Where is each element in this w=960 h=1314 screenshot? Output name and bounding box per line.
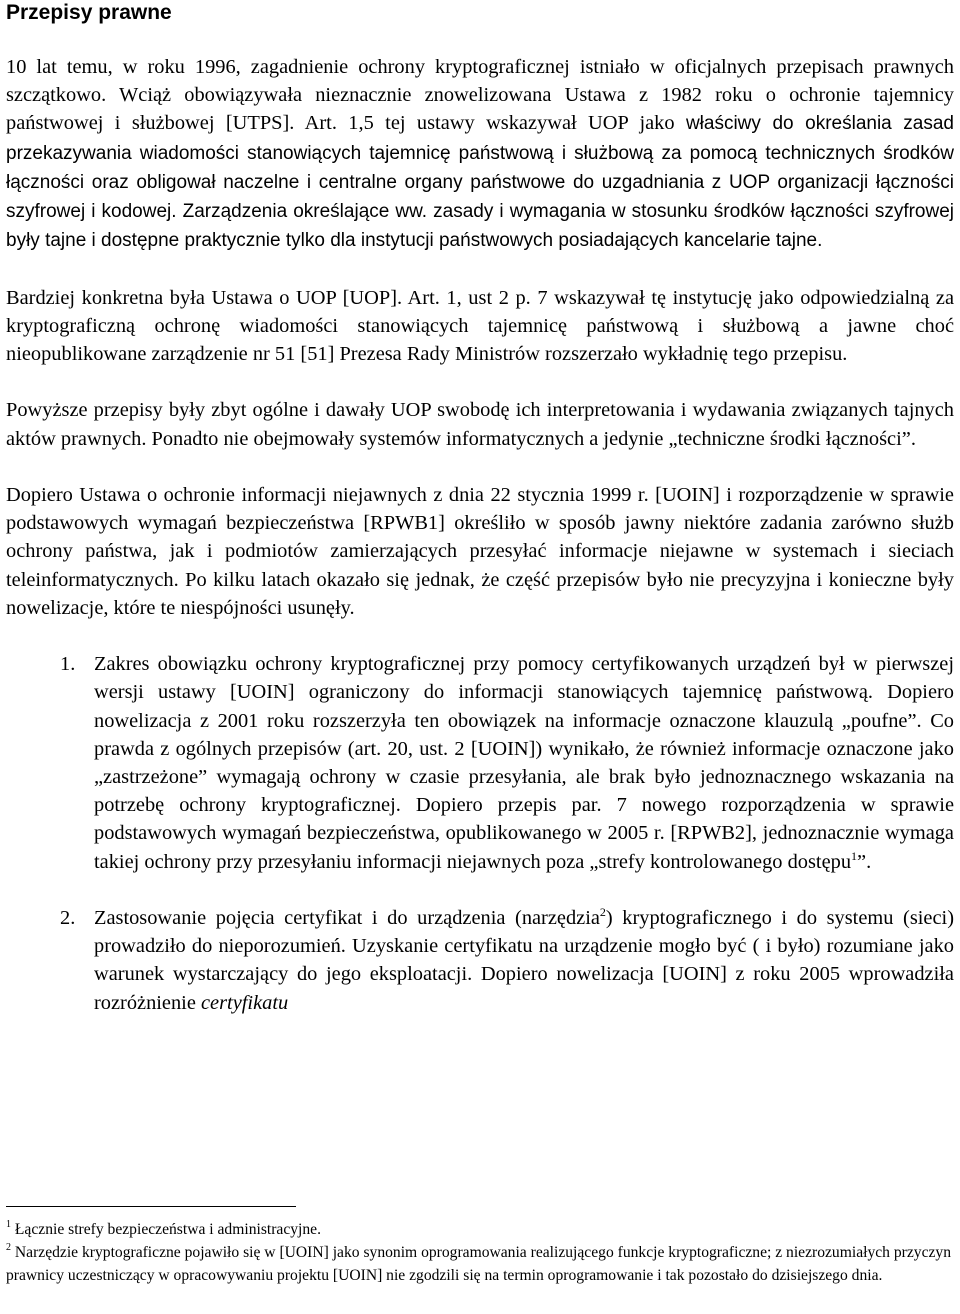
paragraph-2: Bardziej konkretna była Ustawa o UOP [UOP]. Art. 1, ust 2 p. 7 wskazywał tę instytucję jako odpowiedzialną za kryptograficzną ochronę wiadomości stanowiących tajemnicę państwową i służbową a jawne choć nieopublikowane zarządzenie nr 51 [51] Prezesa Rady Ministrów rozszerzało wykładnię tego przepisu. (6, 286, 954, 366)
document-body (6, 53, 954, 1045)
footnote-mark: 2 (6, 1242, 11, 1253)
list-item-text: Zakres obowiązku ochrony kryptograficznej przy pomocy certyfikowanych urządzeń był w pierwszej wersji ustawy [UOIN] ograniczony do informacji stanowiących tajemnicę państwową. Dopiero nowelizacja z 2001 roku rozszerzyła ten obowiązek na informacje oznaczone klauzulą „poufne”. Co prawda z ogólnych przepisów (art. 20, ust. 2 [UOIN]) wynikało, że również informacje oznaczone jako „zastrzeżone” wymagają ochrony w czasie przesyłania, ale brak było jednoznacznego wskazania na potrzebę ochrony kryptograficznej. Dopiero przepis par. 7 nowego rozporządzenia w sprawie podstawowych wymagań bezpieczeństwa, opublikowanego w 2005 r. [RPWB2], jednoznacznie wymaga takiej ochrony przy przesyłaniu informacji niejawnych poza „strefy kontrolowanego dostępu (94, 653, 954, 873)
paragraph-1-part-b: właściwy do określania zasad przekazywania wiadomości stanowiących tajemnicę państwową i służbową za pomocą technicznych środków łączności oraz obligował naczelne i centralne organy państwowe do uzgadniania z UOP organizacji łączności szyfrowej i kodowej. Zarządzenia określające ww. zasady i wymagania w stosunku środków łączności szyfrowej były tajne i dostępne praktycznie tylko dla instytucji państwowych posiadających kancelarie tajne. (6, 113, 954, 252)
list-item-number: 1. (60, 653, 76, 676)
footnote-reference[interactable]: 1 (851, 848, 858, 863)
footnote (6, 1218, 954, 1241)
paragraph-1 (6, 53, 954, 255)
paragraph-4: Dopiero Ustawa o ochronie informacji niejawnych z dnia 22 stycznia 1999 r. [UOIN] i rozporządzenie w sprawie podstawowych wymagań bezpieczeństwa [RPWB1] określiło w sposób jawny niektóre zadania zarówno służb ochrony państwa, jak i podmiotów zamierzających przesyłać informacje niejawne w systemach i sieciach teleinformatycznych. Po kilku latach okazało się jednak, że część przepisów było nie precyzyjna i konieczne były nowelizacje, które te niespójności usunęły. (6, 484, 954, 619)
list-item-number: 2. (60, 907, 76, 930)
footnote-reference[interactable]: 2 (599, 905, 606, 920)
footnote-separator (6, 1206, 296, 1207)
list-item-italic-term: certyfikatu (201, 991, 289, 1014)
paragraph-3: Powyższe przepisy były zbyt ogólne i dawały UOP swobodę ich interpretowania i wydawania związanych tajnych aktów prawnych. Ponadto nie obejmowały systemów informatycznych a jedynie „techniczne środki łączności”. (6, 399, 954, 450)
numbered-list (6, 650, 954, 1017)
footnote-text: Łącznie strefy bezpieczeństwa i administracyjne. (14, 1221, 322, 1238)
footnote (6, 1241, 954, 1287)
list-item-text-tail: ) kryptograficznego i do systemu (sieci) prowadziło do nieporozumień. Uzyskanie certyfikatu na urządzenie mogło być ( i było) rozumiane jako warunek wystarczający do jego eksploatacji. Dopiero nowelizacja [UOIN] z roku 2005 wprowadziła rozróżnienie (94, 907, 954, 1014)
list-item-text: Zastosowanie pojęcia certyfikat i do urządzenia (narzędzia (94, 907, 600, 930)
section-heading: Przepisy prawne (6, 1, 172, 24)
list-item (6, 904, 954, 1017)
footnote-text: Narzędzie kryptograficzne pojawiło się w [UOIN] jako synonim oprogramowania realizującego funkcje kryptograficzne; z niezrozumiałych przyczyn prawnicy uczestniczący w opracowywaniu projektu [UOIN] nie zgodzili się na termin oprogramowanie i tak pozostało do dzisiejszego dnia. (6, 1244, 952, 1284)
list-item-text-tail: ”. (857, 850, 872, 873)
paragraph-1-part-a: 10 lat temu, w roku 1996, zagadnienie ochrony kryptograficznej istniało w oficjalnych przepisach prawnych szczątkowo. Wciąż obowiązywała nieznacznie znowelizowana Ustawa z 1982 roku o ochronie tajemnicy państwowej i służbowej [UTPS]. Art. 1,5 tej ustawy wskazywał UOP jako (6, 56, 954, 135)
footnotes (6, 1218, 954, 1287)
footnote-mark: 1 (6, 1219, 11, 1230)
list-item (6, 650, 954, 876)
